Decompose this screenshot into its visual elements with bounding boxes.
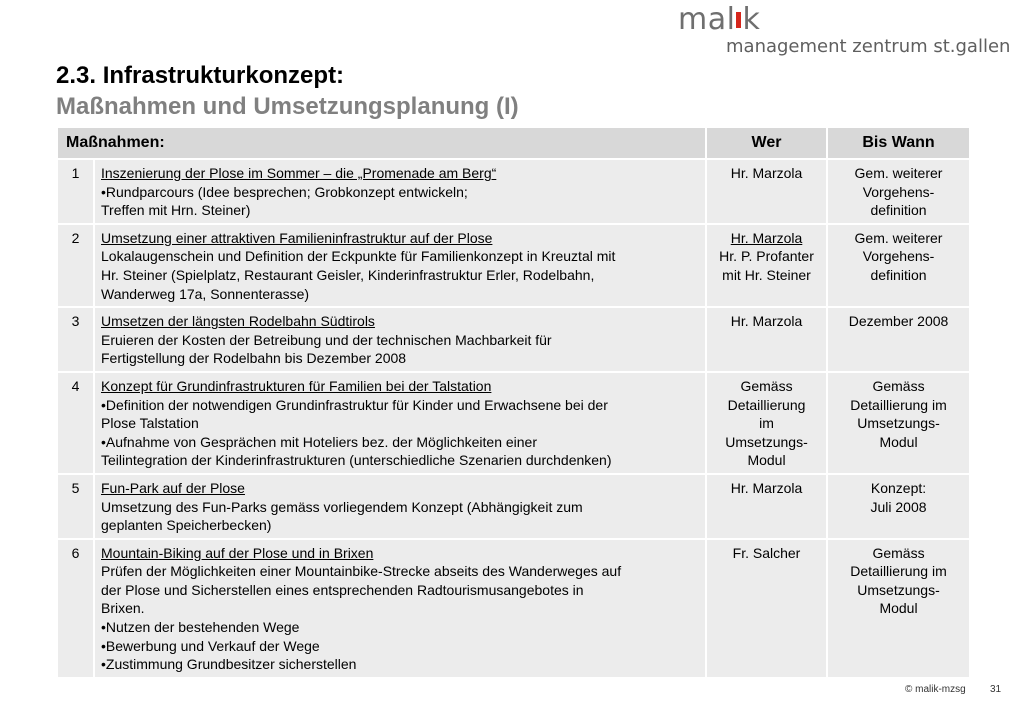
until-line: Umsetzungs- [857, 415, 940, 432]
until-line: Modul [879, 600, 918, 617]
row-number: 1 [57, 159, 94, 224]
row-number: 5 [57, 474, 94, 539]
who-cell [706, 372, 827, 474]
who-cell [706, 224, 827, 307]
until-line: Gemäss [872, 377, 925, 394]
measure-line: •Aufnahme von Gesprächen mit Hoteliers bez. der Möglichkeiten einer [101, 433, 538, 450]
logo-subtitle: management zentrum st.gallen [726, 36, 1011, 57]
measure-title: Inszenierung der Plose im Sommer – die „Promenade am Berg“ [101, 165, 497, 181]
measure-line: der Plose und Sicherstellen eines entsprechenden Radtourismusangebotes in [101, 581, 584, 598]
until-line: definition [870, 202, 927, 219]
measure-line: Lokalaugenschein und Definition der Eckpunkte für Familienkonzept in Kreuztal mit [101, 248, 616, 265]
measure-cell [94, 224, 706, 307]
header-until: Bis Wann [827, 127, 970, 159]
until-line: Juli 2008 [870, 498, 927, 515]
measure-line: Teilintegration der Kinderinfrastrukturen (unterschiedliche Szenarien durchdenken) [101, 452, 612, 469]
header-measures: Maßnahmen: [57, 127, 706, 159]
measure-cell [94, 372, 706, 474]
who-cell [706, 307, 827, 372]
measure-line: •Rundparcours (Idee besprechen; Grobkonzept entwickeln; [101, 183, 468, 200]
table-header-row [57, 127, 970, 159]
until-line: Vorgehens- [862, 248, 935, 265]
measure-line: •Zustimmung Grundbesitzer sicherstellen [101, 656, 357, 673]
measure-line: Brixen. [101, 600, 145, 617]
table-row [57, 159, 970, 224]
row-number: 3 [57, 307, 94, 372]
measure-line: Fertigstellung der Rodelbahn bis Dezember 2008 [101, 350, 407, 367]
until-line: Umsetzungs- [857, 581, 940, 598]
measure-line: Treffen mit Hrn. Steiner) [101, 202, 251, 219]
until-line: Dezember 2008 [848, 313, 949, 330]
who-cell [706, 539, 827, 678]
table-row [57, 539, 970, 678]
table-row [57, 224, 970, 307]
measure-title: Fun-Park auf der Plose [101, 479, 245, 496]
logo-accent-bar [736, 12, 741, 28]
until-line: Konzept: [870, 479, 927, 496]
measure-cell [94, 539, 706, 678]
who-line: Hr. P. Profanter [719, 248, 814, 265]
who-line: Hr. Marzola [730, 313, 803, 330]
until-line: Modul [879, 433, 918, 450]
measure-cell [94, 474, 706, 539]
measure-title: Umsetzung einer attraktiven Familieninfrastruktur auf der Plose [101, 229, 493, 246]
row-number: 4 [57, 372, 94, 474]
footer-copyright: © malik-mzsg [905, 684, 966, 695]
until-line: Detaillierung im [850, 563, 947, 580]
measure-line: •Nutzen der bestehenden Wege [101, 619, 300, 636]
who-cell [706, 474, 827, 539]
measure-cell [94, 307, 706, 372]
header-who: Wer [706, 127, 827, 159]
measure-line: •Bewerbung und Verkauf der Wege [101, 637, 320, 654]
until-cell [827, 224, 970, 307]
until-line: Detaillierung im [850, 396, 947, 413]
measure-title: Konzept für Grundinfrastrukturen für Familien bei der Talstation [101, 377, 492, 394]
logo-word-a: mal [678, 2, 736, 37]
until-line: definition [870, 266, 927, 283]
who-cell [706, 159, 827, 224]
measure-line: Prüfen der Möglichkeiten einer Mountainbike-Strecke abseits des Wanderweges auf [101, 563, 622, 580]
who-line: Detaillierung [727, 396, 806, 413]
until-cell [827, 474, 970, 539]
who-line: Hr. Marzola [730, 229, 803, 246]
table-row [57, 372, 970, 474]
row-number: 2 [57, 224, 94, 307]
measure-title: Umsetzen der längsten Rodelbahn Südtirols [101, 313, 375, 330]
who-line: Modul [747, 452, 786, 469]
measure-cell [94, 159, 706, 224]
until-line: Vorgehens- [862, 183, 935, 200]
measure-line: Wanderweg 17a, Sonnenterasse) [101, 285, 310, 302]
measure-line: Plose Talstation [101, 415, 199, 432]
measure-line: Umsetzung des Fun-Parks gemäss vorliegendem Konzept (Abhängigkeit zum [101, 498, 583, 515]
who-line: Hr. Marzola [730, 165, 803, 181]
measure-title: Mountain-Biking auf der Plose und in Brixen [101, 544, 374, 561]
until-line: Gem. weiterer [854, 165, 943, 181]
measure-line: Eruieren der Kosten der Betreibung und der technischen Machbarkeit für [101, 331, 552, 348]
table-row [57, 474, 970, 539]
until-line: Gem. weiterer [854, 229, 943, 246]
page-number: 31 [990, 684, 1002, 695]
who-line: Hr. Marzola [730, 479, 803, 496]
slide-title: 2.3. Infrastrukturkonzept: [56, 62, 345, 89]
until-cell [827, 159, 970, 224]
who-line: im [759, 415, 774, 432]
who-line: Fr. Salcher [732, 544, 801, 561]
table-row [57, 307, 970, 372]
measure-line: geplanten Speicherbecken) [101, 517, 272, 534]
measure-line: Hr. Steiner (Spielplatz, Restaurant Geisler, Kinderinfrastruktur Erler, Rodelbahn, [101, 266, 595, 283]
who-line: Umsetzungs- [725, 433, 808, 450]
table-body [57, 159, 970, 678]
row-number: 6 [57, 539, 94, 678]
until-cell [827, 372, 970, 474]
measures-table [56, 126, 971, 679]
until-cell [827, 539, 970, 678]
who-line: mit Hr. Steiner [722, 266, 811, 283]
slide-subtitle: Maßnahmen und Umsetzungsplanung (I) [56, 93, 519, 120]
until-cell [827, 307, 970, 372]
logo-word-b: k [742, 2, 761, 37]
malik-logo [678, 2, 760, 37]
until-line: Gemäss [872, 544, 925, 561]
measure-line: •Definition der notwendigen Grundinfrastruktur für Kinder und Erwachsene bei der [101, 396, 608, 413]
who-line: Gemäss [740, 377, 793, 394]
